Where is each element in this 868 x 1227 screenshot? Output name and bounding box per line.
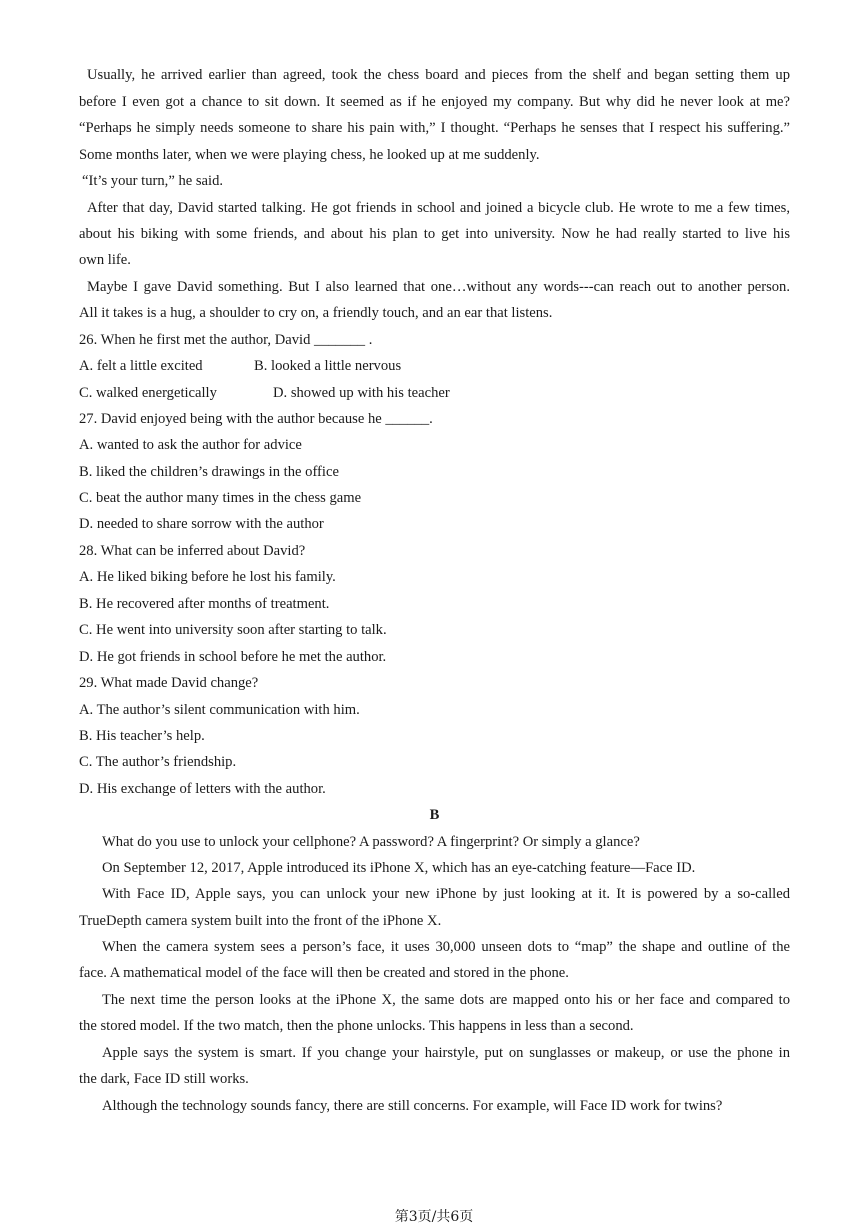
question-27-option-d: D. needed to share sorrow with the author — [79, 516, 324, 532]
passage-b-p4-line2: face. A mathematical model of the face will then be created and stored in the phone. — [79, 965, 569, 981]
page-number-footer: 第3页/共6页 — [394, 1209, 474, 1225]
passage-a-p3: “It’s your turn,” he said. — [82, 173, 224, 189]
passage-a-p1-line2: before I even got a chance to sit down. It seemed as if he enjoyed my company. But why did he never look at me? — [79, 94, 790, 110]
question-27-stem: 27. David enjoyed being with the author because he ______. — [79, 411, 433, 427]
question-27-option-a: A. wanted to ask the author for advice — [79, 437, 302, 453]
passage-b-p5-line2: the stored model. If the two match, then the phone unlocks. This happens in less than a second. — [79, 1018, 634, 1034]
question-26-option-c: C. walked energetically — [79, 385, 217, 401]
passage-b-p1: What do you use to unlock your cellphone? A password? A fingerprint? Or simply a glance? — [102, 834, 640, 850]
question-26-stem: 26. When he first met the author, David _______ . — [79, 332, 373, 348]
passage-a-p5-line2: All it takes is a hug, a shoulder to cry on, a friendly touch, and an ear that listens. — [79, 305, 553, 321]
passage-a-p4-line1: After that day, David started talking. He got friends in school and joined a bicycle club. He wrote to me a few times, — [87, 200, 790, 216]
passage-b-p3-line1: With Face ID, Apple says, you can unlock your new iPhone by just looking at it. It is powered by a so-called — [102, 886, 790, 902]
question-29-option-d: D. His exchange of letters with the author. — [79, 781, 326, 797]
passage-a-p5-line1: Maybe I gave David something. But I also learned that one…without any words---can reach out to another person. — [87, 279, 790, 295]
passage-a-p1-line1: Usually, he arrived earlier than agreed, took the chess board and pieces from the shelf and began setting them up — [87, 67, 790, 83]
question-28-option-d: D. He got friends in school before he met the author. — [79, 649, 387, 665]
question-26-option-a: A. felt a little excited — [79, 358, 203, 374]
passage-b-p6-line2: the dark, Face ID still works. — [79, 1071, 249, 1087]
passage-b-p2: On September 12, 2017, Apple introduced its iPhone X, which has an eye-catching feature—Face ID. — [102, 860, 696, 876]
question-29-option-a: A. The author’s silent communication with him. — [79, 702, 360, 718]
question-28-option-c: C. He went into university soon after starting to talk. — [79, 622, 387, 638]
passage-b-p6-line1: Apple says the system is smart. If you change your hairstyle, put on sunglasses or makeup, or use the phone in — [102, 1045, 790, 1061]
question-26-option-b: B. looked a little nervous — [254, 358, 402, 374]
question-27-option-b: B. liked the children’s drawings in the office — [79, 464, 339, 480]
question-28-option-b: B. He recovered after months of treatment. — [79, 596, 330, 612]
question-26-option-d: D. showed up with his teacher — [273, 385, 450, 401]
passage-a-p4-line3: own life. — [79, 252, 131, 268]
question-27-option-c: C. beat the author many times in the chess game — [79, 490, 362, 506]
passage-b-p7: Although the technology sounds fancy, there are still concerns. For example, will Face ID work for twins? — [102, 1098, 723, 1114]
passage-b-p4-line1: When the camera system sees a person’s face, it uses 30,000 unseen dots to “map” the shape and outline of the — [102, 939, 790, 955]
passage-a-p2-line2: Some months later, when we were playing chess, he looked up at me suddenly. — [79, 147, 540, 163]
question-29-stem: 29. What made David change? — [79, 675, 259, 691]
section-b-heading: B — [429, 807, 440, 823]
passage-a-p4-line2: about his biking with some friends, and about his plan to get into university. Now he had really started to live his — [79, 226, 790, 242]
passage-b-p3-line2: TrueDepth camera system built into the front of the iPhone X. — [79, 913, 442, 929]
question-28-option-a: A. He liked biking before he lost his family. — [79, 569, 336, 585]
question-29-option-b: B. His teacher’s help. — [79, 728, 205, 744]
passage-a-p2-line1: “Perhaps he simply needs someone to share his pain with,” I thought. “Perhaps he senses that I respect his suffering.” — [79, 120, 790, 136]
passage-b-p5-line1: The next time the person looks at the iPhone X, the same dots are mapped onto his or her face and compared to — [102, 992, 790, 1008]
question-28-stem: 28. What can be inferred about David? — [79, 543, 306, 559]
question-29-option-c: C. The author’s friendship. — [79, 754, 237, 770]
